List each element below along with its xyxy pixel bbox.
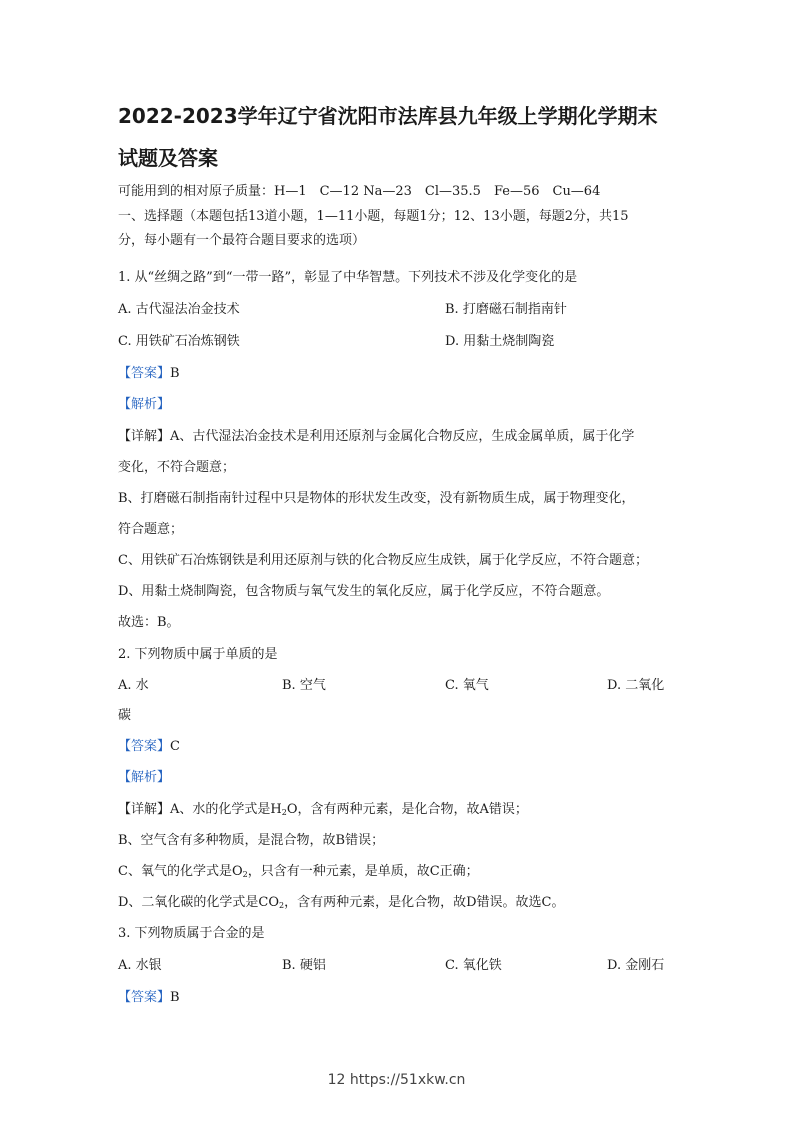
answer-value: B	[170, 990, 180, 1005]
q1-option-a: A. 古代湿法冶金技术	[118, 302, 240, 317]
q2-analysis-label	[118, 768, 688, 788]
analysis-tag: 【解析】	[118, 770, 171, 785]
q2-option-a: A. 水	[118, 678, 149, 693]
question-2-stem: 2. 下列物质中属于单质的是	[118, 647, 278, 662]
detail-text: D、二氧化碳的化学式是CO	[118, 895, 280, 910]
q2-option-d-wrap: 碳	[118, 708, 132, 723]
q3-option-c: C. 氧化铁	[445, 958, 502, 973]
document-title-line1: 2022-2023学年辽宁省沈阳市法库县九年级上学期化学期末	[118, 104, 658, 128]
page-footer	[0, 1072, 793, 1088]
answer-tag: 【答案】	[118, 990, 171, 1005]
detail-tag: 【详解】	[118, 802, 171, 817]
subscript: 2	[242, 870, 248, 879]
detail-tag: 【详解】	[118, 429, 171, 444]
q1-analysis-label	[118, 395, 688, 415]
q3-option-a: A. 水银	[118, 958, 162, 973]
subscript: 2	[279, 901, 285, 910]
section-header-line1: 一、选择题（本题包括13道小题，1—11小题，每题1分；12、13小题，每题2分，共15	[118, 209, 629, 224]
answer-tag: 【答案】	[118, 739, 171, 754]
q3-answer	[118, 988, 688, 1008]
q1-detail-b-line1: B、打磨磁石制指南针过程中只是物体的形状发生改变，没有新物质生成，属于物理变化，	[118, 491, 635, 506]
answer-value: C	[170, 739, 180, 754]
q2-option-d: D. 二氧化	[607, 678, 665, 693]
q1-detail-c: C、用铁矿石冶炼钢铁是利用还原剂与铁的化合物反应生成铁，属于化学反应，不符合题意；	[118, 553, 648, 568]
question-1-stem: 1. 从“丝绸之路”到“一带一路”，彰显了中华智慧。下列技术不涉及化学变化的是	[118, 270, 578, 285]
question-3-stem: 3. 下列物质属于合金的是	[118, 926, 265, 941]
detail-text: A、古代湿法冶金技术是利用还原剂与金属化合物反应，生成金属单质，属于化学	[170, 429, 635, 444]
q3-option-b: B. 硬铝	[282, 958, 326, 973]
q1-option-d: D. 用黏土烧制陶瓷	[445, 334, 555, 349]
q2-option-b: B. 空气	[282, 678, 326, 693]
detail-text: A、水的化学式是H	[170, 802, 282, 817]
q2-detail-c	[118, 862, 688, 885]
q2-detail-d	[118, 893, 688, 916]
q1-answer	[118, 364, 688, 384]
q1-detail-a-line1	[118, 427, 688, 447]
q1-detail-a-line2: 变化，不符合题意；	[118, 460, 236, 475]
q3-option-d: D. 金刚石	[607, 958, 665, 973]
q1-detail-b-line2: 符合题意；	[118, 522, 184, 537]
document-title-line2: 试题及答案	[118, 146, 218, 170]
q2-detail-b: B、空气含有多种物质，是混合物，故B错误；	[118, 833, 385, 848]
detail-text: O，含有两种元素，是化合物，故A错误；	[286, 802, 528, 817]
q2-option-c: C. 氧气	[445, 678, 489, 693]
source-url: https://51xkw.cn	[349, 1072, 466, 1088]
analysis-tag: 【解析】	[118, 397, 171, 412]
q1-conclusion: 故选：B。	[118, 615, 180, 630]
atomic-masses-line: 可能用到的相对原子质量：H—1 C—12 Na—23 Cl—35.5 Fe—56 Cu—64	[118, 184, 601, 199]
section-header-line2: 分，每小题有一个最符合题目要求的选项）	[118, 233, 366, 248]
detail-text: C、氧气的化学式是O	[118, 864, 243, 879]
page-number: 12	[327, 1072, 346, 1088]
answer-tag: 【答案】	[118, 366, 171, 381]
q1-detail-d: D、用黏土烧制陶瓷，包含物质与氧气发生的氧化反应，属于化学反应，不符合题意。	[118, 584, 610, 599]
detail-text: ，含有两种元素，是化合物，故D错误。故选C。	[284, 895, 565, 910]
q2-answer	[118, 737, 688, 757]
answer-value: B	[170, 366, 180, 381]
q2-detail-a	[118, 800, 688, 823]
subscript: 2	[281, 808, 287, 817]
q1-option-c: C. 用铁矿石冶炼钢铁	[118, 334, 240, 349]
detail-text: ，只含有一种元素，是单质，故C正确；	[247, 864, 479, 879]
q1-option-b: B. 打磨磁石制指南针	[445, 302, 567, 317]
